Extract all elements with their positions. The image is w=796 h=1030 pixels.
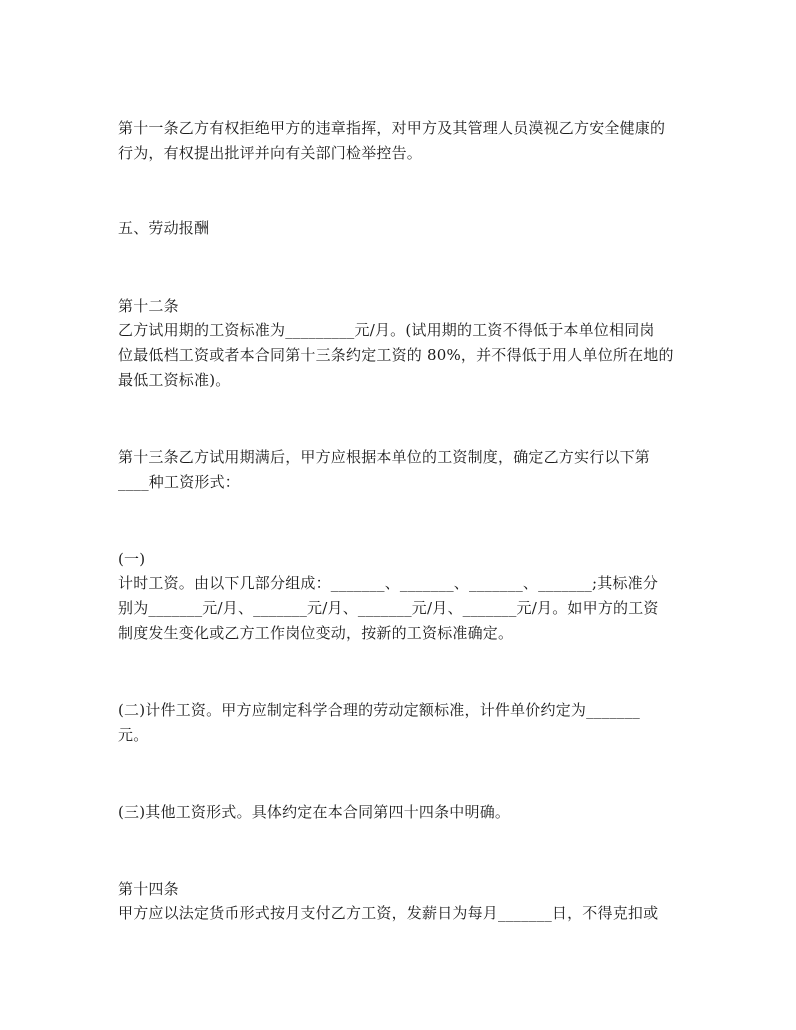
clause-1-heading: (一) (118, 550, 146, 568)
article-12-line-2: 位最低档工资或者本合同第十三条约定工资的 80%，并不得低于用人单位所在地的 (118, 346, 674, 364)
article-13-line-1: 第十三条乙方试用期满后，甲方应根据本单位的工资制度，确定乙方实行以下第 (118, 448, 651, 466)
clause-2-line-1: (二)计件工资。甲方应制定科学合理的劳动定额标准，计件单价约定为_______ (118, 701, 641, 719)
clause-1-line-3: 制度发生变化或乙方工作岗位变动，按新的工资标准确定。 (118, 624, 514, 642)
clause-1-line-2: 别为_______元/月、_______元/月、_______元/月、_______元/月。如甲方的工资 (118, 599, 659, 617)
article-14-line-1: 甲方应以法定货币形式按月支付乙方工资，发薪日为每月_______日，不得克扣或 (118, 904, 659, 922)
article-11-line-2: 行为，有权提出批评并向有关部门检举控告。 (118, 144, 423, 162)
article-12-line-1: 乙方试用期的工资标准为_________元/月。(试用期的工资不得低于本单位相同岗 (118, 321, 655, 339)
article-12-heading: 第十二条 (118, 297, 179, 315)
article-11-line-1: 第十一条乙方有权拒绝甲方的违章指挥，对甲方及其管理人员漠视乙方安全健康的 (118, 119, 666, 137)
article-14-heading: 第十四条 (118, 880, 179, 898)
clause-3-line-1: (三)其他工资形式。具体约定在本合同第四十四条中明确。 (118, 803, 511, 821)
article-12-line-3: 最低工资标准)。 (118, 371, 231, 389)
clause-1-line-1: 计时工资。由以下几部分组成：_______、_______、_______、_______;其标准分 (118, 574, 659, 592)
article-13-line-2: ____种工资形式： (118, 473, 241, 491)
section-heading-labor-pay: 五、劳动报酬 (118, 219, 210, 237)
clause-2-line-2: 元。 (118, 726, 149, 744)
